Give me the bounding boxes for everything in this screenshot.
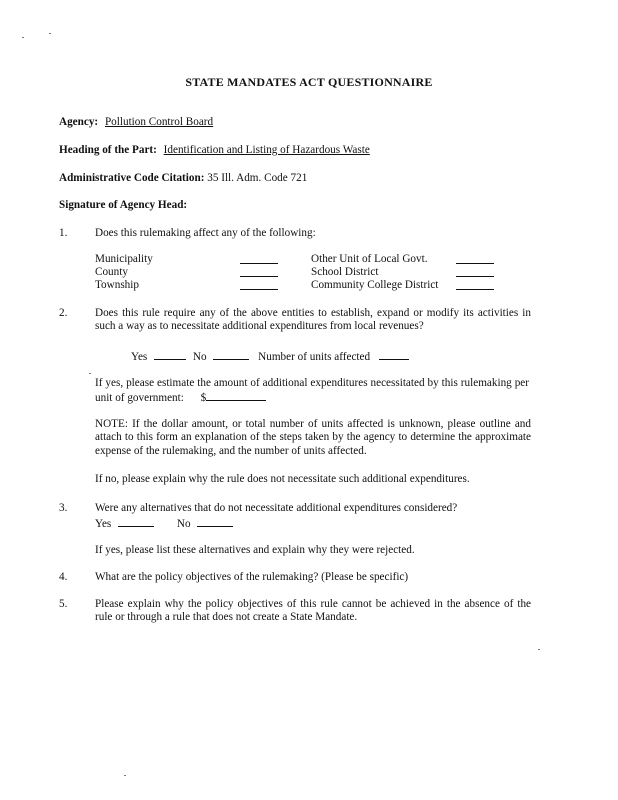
scan-speck	[22, 37, 24, 38]
q2-no-blank[interactable]	[213, 349, 249, 360]
scan-speck	[49, 33, 51, 34]
q3-number: 3.	[59, 502, 68, 514]
q2-no-label: No	[192, 351, 207, 363]
agency-field	[59, 116, 213, 129]
code-citation-label: Administrative Code Citation:	[59, 172, 205, 184]
signature-label: Signature of Agency Head:	[59, 199, 188, 211]
q3-if-yes: If yes, please list these alternatives and explain why they were rejected.	[95, 544, 415, 556]
entity-township: Township	[95, 279, 139, 291]
heading-part-field	[59, 144, 370, 157]
q3-yes-blank[interactable]	[118, 516, 154, 527]
q2-units-blank[interactable]	[379, 349, 409, 360]
scan-speck	[124, 775, 126, 776]
entity-township-blank[interactable]	[240, 279, 278, 294]
entity-school-district: School District	[311, 266, 379, 278]
q4-number: 4.	[59, 571, 68, 583]
q3-yes-label: Yes	[95, 518, 112, 530]
code-citation-field	[59, 172, 307, 185]
agency-label: Agency:	[59, 116, 99, 128]
heading-part-label: Heading of the Part:	[59, 144, 157, 156]
code-citation-value: 35 Ill. Adm. Code 721	[207, 172, 308, 184]
entity-other-unit: Other Unit of Local Govt.	[311, 253, 428, 265]
q5-text: Please explain why the policy objectives of this rule cannot be achieved in the absence of the rule or through a rule that does not create a State Mandate.	[95, 598, 531, 624]
heading-part-value: Identification and Listing of Hazardous Waste	[163, 144, 370, 156]
q2-units-label: Number of units affected	[258, 351, 371, 363]
entity-community-college-blank[interactable]	[456, 279, 494, 294]
page-title: STATE MANDATES ACT QUESTIONNAIRE	[185, 75, 433, 89]
q2-dollar-sign: $	[200, 392, 207, 405]
q2-yes-label: Yes	[131, 351, 148, 363]
agency-value: Pollution Control Board	[104, 116, 214, 128]
q2-if-yes	[95, 377, 529, 406]
entity-municipality: Municipality	[95, 253, 153, 265]
q3-answer-line	[95, 516, 233, 531]
q1-number: 1.	[59, 227, 68, 239]
q2-if-no: If no, please explain why the rule does not necessitate such additional expenditures.	[95, 473, 470, 485]
q4-text: What are the policy objectives of the rulemaking? (Please be specific)	[95, 571, 409, 583]
q2-note: NOTE: If the dollar amount, or total number of units affected is unknown, please outline and attach to this form an explanation of the steps taken by the agency to determine the approximate expense of the rulemaking, and the number of units affected.	[95, 418, 531, 457]
entity-county: County	[95, 266, 128, 278]
q5-number: 5.	[59, 598, 68, 610]
q2-yes-blank[interactable]	[154, 349, 186, 360]
q1-text: Does this rulemaking affect any of the following:	[95, 227, 316, 239]
q2-dollar-blank[interactable]	[206, 390, 266, 401]
q3-no-label: No	[176, 518, 191, 530]
q3-no-blank[interactable]	[197, 516, 233, 527]
q3-text: Were any alternatives that do not necessitate additional expenditures considered?	[95, 502, 458, 514]
q2-text: Does this rule require any of the above entities to establish, expand or modify its activities in such a way as to necessitate additional expenditures from local revenues?	[95, 307, 531, 333]
q2-answer-line	[131, 349, 409, 364]
signature-field	[59, 199, 187, 212]
q2-if-yes-text: If yes, please estimate the amount of additional expenditures necessitated by this rulemaking per unit of government:	[95, 377, 529, 405]
scan-speck	[538, 649, 540, 650]
scan-speck	[89, 373, 91, 374]
entity-community-college: Community College District	[311, 279, 439, 291]
q2-number: 2.	[59, 307, 68, 319]
